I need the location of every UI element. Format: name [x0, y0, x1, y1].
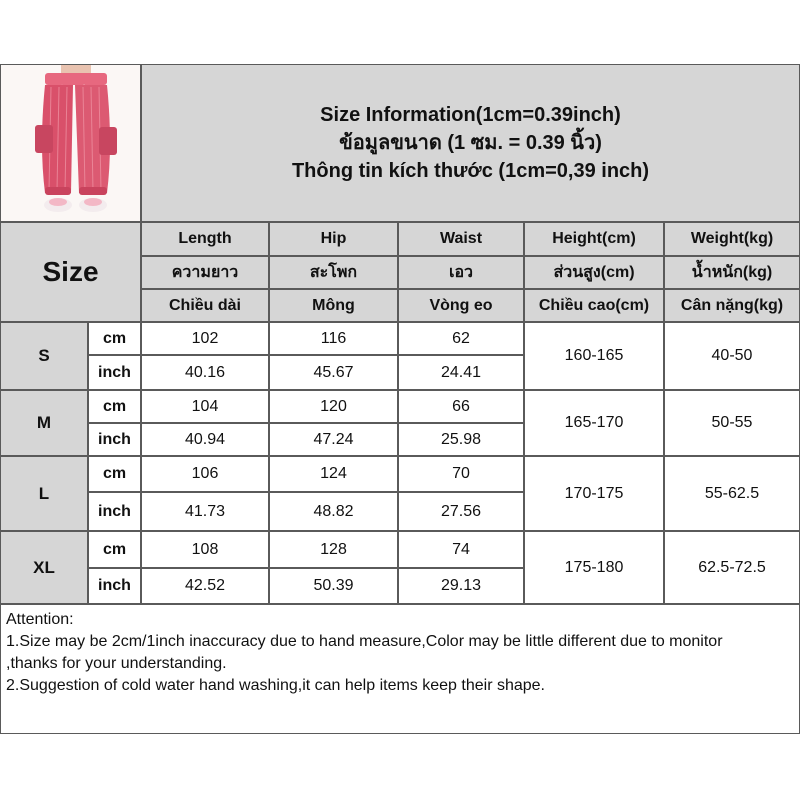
col-header-hip-en: Hip — [269, 222, 398, 256]
table-cell: 40.94 — [141, 423, 269, 456]
height-cell: 165-170 — [524, 390, 664, 456]
attention-title: Attention: — [6, 611, 74, 628]
attention-line-2: ,thanks for your understanding. — [6, 655, 227, 672]
table-cell: 24.41 — [398, 355, 524, 390]
table-cell: 27.56 — [398, 492, 524, 531]
size-cell-xl: XL — [0, 531, 88, 604]
unit-inch: inch — [88, 423, 141, 456]
table-cell: 25.98 — [398, 423, 524, 456]
col-header-length-th: ความยาว — [141, 256, 269, 289]
size-cell-l: L — [0, 456, 88, 531]
col-header-length-en: Length — [141, 222, 269, 256]
col-header-weight-th: น้ำหนัก(kg) — [664, 256, 800, 289]
col-header-height-en: Height(cm) — [524, 222, 664, 256]
col-header-waist-vi: Vòng eo — [398, 289, 524, 322]
unit-inch: inch — [88, 355, 141, 390]
table-cell: 48.82 — [269, 492, 398, 531]
table-cell: 41.73 — [141, 492, 269, 531]
table-cell: 40.16 — [141, 355, 269, 390]
table-cell: 102 — [141, 322, 269, 355]
unit-inch: inch — [88, 492, 141, 531]
attention-line-3: 2.Suggestion of cold water hand washing,it can help items keep their shape. — [6, 677, 545, 694]
table-cell: 50.39 — [269, 568, 398, 604]
size-label: Size — [0, 222, 141, 322]
size-cell-m: M — [0, 390, 88, 456]
unit-cm: cm — [88, 390, 141, 423]
table-cell: 106 — [141, 456, 269, 492]
size-info-header — [141, 64, 800, 222]
table-cell: 116 — [269, 322, 398, 355]
size-chart — [0, 64, 800, 734]
table-cell: 29.13 — [398, 568, 524, 604]
unit-inch: inch — [88, 568, 141, 604]
header-line-english: Size Information(1cm=0.39inch) — [320, 104, 621, 126]
weight-cell: 62.5-72.5 — [664, 531, 800, 604]
table-cell: 104 — [141, 390, 269, 423]
height-cell: 160-165 — [524, 322, 664, 390]
table-cell: 42.52 — [141, 568, 269, 604]
weight-cell: 55-62.5 — [664, 456, 800, 531]
table-cell: 108 — [141, 531, 269, 568]
table-cell: 70 — [398, 456, 524, 492]
col-header-waist-en: Waist — [398, 222, 524, 256]
col-header-waist-th: เอว — [398, 256, 524, 289]
unit-cm: cm — [88, 531, 141, 568]
col-header-weight-en: Weight(kg) — [664, 222, 800, 256]
unit-cm: cm — [88, 322, 141, 355]
table-cell: 66 — [398, 390, 524, 423]
attention-notes — [0, 604, 800, 734]
col-header-height-th: ส่วนสูง(cm) — [524, 256, 664, 289]
height-cell: 175-180 — [524, 531, 664, 604]
header-line-vietnamese: Thông tin kích thước (1cm=0,39 inch) — [291, 160, 650, 182]
weight-cell: 50-55 — [664, 390, 800, 456]
table-cell: 45.67 — [269, 355, 398, 390]
attention-line-1: 1.Size may be 2cm/1inch inaccuracy due to hand measure,Color may be little different due to monitor — [6, 633, 723, 650]
table-cell: 62 — [398, 322, 524, 355]
product-photo — [0, 64, 141, 222]
col-header-length-vi: Chiều dài — [141, 289, 269, 322]
table-cell: 47.24 — [269, 423, 398, 456]
header-line-thai: ข้อมูลขนาด (1 ซม. = 0.39 นิ้ว) — [339, 132, 602, 154]
table-cell: 124 — [269, 456, 398, 492]
col-header-hip-vi: Mông — [269, 289, 398, 322]
size-cell-s: S — [0, 322, 88, 390]
table-cell: 74 — [398, 531, 524, 568]
height-cell: 170-175 — [524, 456, 664, 531]
unit-cm: cm — [88, 456, 141, 492]
col-header-hip-th: สะโพก — [269, 256, 398, 289]
table-cell: 120 — [269, 390, 398, 423]
table-cell: 128 — [269, 531, 398, 568]
weight-cell: 40-50 — [664, 322, 800, 390]
col-header-weight-vi: Cân nặng(kg) — [664, 289, 800, 322]
pink-cargo-pants-icon — [1, 65, 140, 221]
col-header-height-vi: Chiều cao(cm) — [524, 289, 664, 322]
